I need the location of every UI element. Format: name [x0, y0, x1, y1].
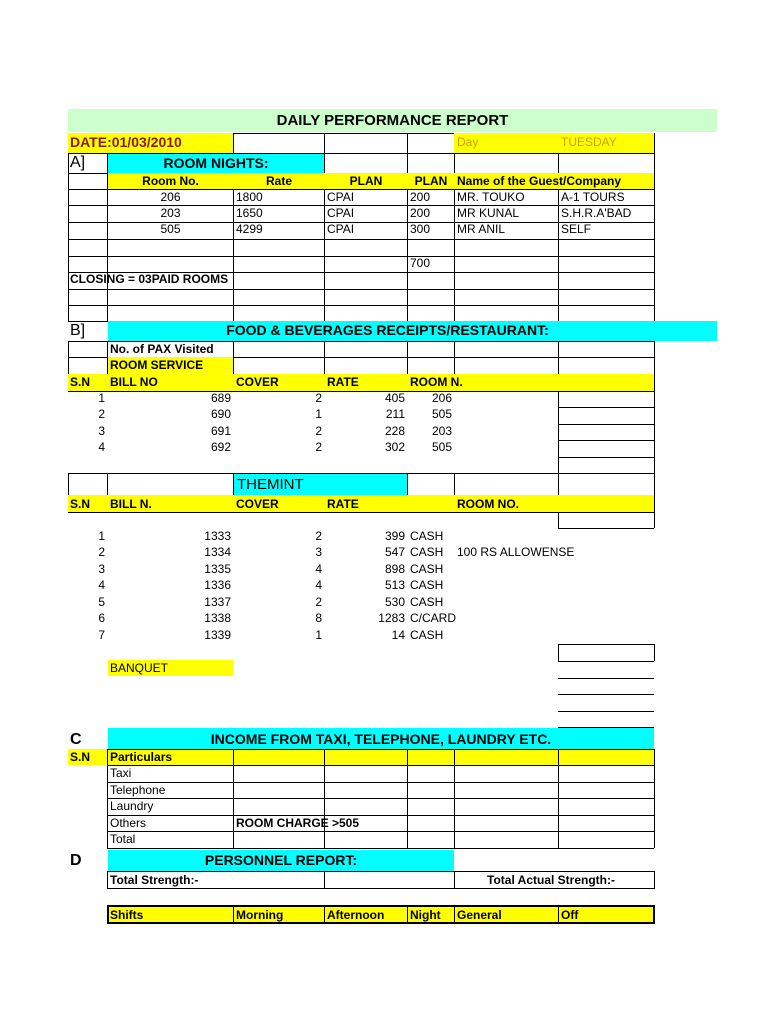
income-col-particulars: Particulars [110, 750, 173, 764]
grid-line [558, 694, 654, 695]
grid-line [558, 711, 654, 712]
rs-rate: 228 [384, 424, 405, 438]
tm-payment: CASH [410, 562, 444, 576]
grid-line [68, 289, 654, 290]
tm-bill: 1334 [204, 545, 231, 559]
guest-company: SELF [561, 222, 592, 236]
grid-line [654, 749, 655, 848]
rs-cover: 2 [315, 440, 322, 454]
room-rate: 1800 [236, 190, 263, 204]
shift-col-general: General [457, 908, 502, 922]
tm-bill: 1339 [204, 628, 231, 642]
section-d-marker: D [70, 852, 82, 869]
tm-bill: 1333 [204, 529, 231, 543]
rs-rate: 211 [385, 407, 405, 421]
grid-line [558, 424, 654, 425]
guest-name: MR. TOUKO [457, 190, 525, 204]
rs-room: 505 [431, 407, 452, 421]
room-plan: CPAI [327, 222, 355, 236]
tm-cover: 2 [315, 529, 322, 543]
col-room-no: Room No. [142, 174, 199, 188]
room-number: 505 [160, 222, 181, 236]
grid-line [558, 133, 559, 321]
tm-payment: CASH [410, 628, 444, 642]
day-value: TUESDAY [561, 135, 617, 149]
grid-line [558, 341, 559, 374]
tm-bill: 1336 [204, 578, 231, 592]
grid-line [558, 644, 654, 645]
grid-line [558, 391, 654, 392]
tm-payment: C/CARD [410, 611, 457, 625]
rs-room: 206 [431, 391, 452, 405]
shift-col-morning: Morning [236, 908, 284, 922]
grid-line [407, 341, 408, 374]
room-plan: CPAI [327, 206, 355, 220]
total-strength-label: Total Strength:- [110, 873, 199, 887]
tm-rate: 14 [391, 628, 405, 642]
section-a-marker: A] [70, 154, 86, 171]
rs-bill-no: 689 [210, 391, 231, 405]
income-item: Telephone [110, 783, 166, 797]
rs-room: 203 [431, 424, 452, 438]
tm-bill: 1338 [204, 611, 231, 625]
plan-amount: 300 [410, 222, 431, 236]
rs-bill-no: 690 [210, 407, 231, 421]
income-col-sn: S.N [70, 750, 91, 764]
rs-sn: 3 [98, 424, 105, 438]
tm-note: 100 RS ALLOWENSE [457, 545, 575, 559]
closing-note: CLOSING = 03PAID ROOMS [70, 272, 229, 286]
rs-col-room: ROOM N. [410, 375, 463, 389]
tm-rate: 1283 [378, 611, 405, 625]
rs-col-rate: RATE [327, 375, 359, 389]
plan-amount: 200 [410, 206, 431, 220]
grid-line [233, 749, 234, 848]
tm-cover: 8 [315, 611, 322, 625]
tm-col-cover: COVER [236, 497, 279, 511]
tm-sn: 7 [98, 628, 105, 642]
rs-bill-no: 692 [210, 440, 231, 454]
room-service-label: ROOM SERVICE [110, 358, 204, 372]
rs-cover: 1 [315, 407, 322, 421]
tm-cover: 2 [315, 595, 322, 609]
rs-cover: 2 [315, 391, 322, 405]
tm-payment: CASH [410, 595, 444, 609]
tm-cover: 4 [315, 578, 322, 592]
room-plan: CPAI [327, 190, 355, 204]
grid-line [558, 678, 654, 679]
tm-sn: 6 [98, 611, 105, 625]
rs-sn: 1 [98, 391, 105, 405]
col-rate: Rate [265, 174, 292, 188]
shift-col-shifts: Shifts [110, 908, 144, 922]
grid-line [654, 644, 655, 661]
rs-bill-no: 691 [210, 424, 231, 438]
grid-line [454, 133, 455, 321]
plan-amount: 200 [410, 190, 431, 204]
rs-sn: 4 [98, 440, 105, 454]
plan-total: 700 [410, 256, 431, 270]
col-plan-amount: PLAN [414, 174, 448, 188]
tm-cover: 4 [315, 562, 322, 576]
tm-col-room-no: ROOM NO. [457, 497, 519, 511]
themint-label: THEMINT [237, 476, 304, 493]
grid-line [107, 749, 654, 750]
tm-rate: 399 [384, 529, 405, 543]
tm-payment: CASH [410, 578, 444, 592]
page-title: DAILY PERFORMANCE REPORT [276, 112, 509, 129]
grid-line [324, 341, 325, 374]
grid-line [68, 239, 654, 240]
total-actual-strength-label: Total Actual Strength:- [487, 873, 615, 887]
room-nights-heading: ROOM NIGHTS: [163, 155, 269, 171]
tm-sn: 5 [98, 595, 105, 609]
rs-room: 505 [431, 440, 452, 454]
room-rate: 1650 [236, 206, 263, 220]
grid-line [324, 749, 325, 848]
grid-line [454, 341, 455, 374]
tm-bill: 1335 [204, 562, 231, 576]
income-item: Taxi [110, 766, 132, 780]
grid-line [68, 341, 69, 374]
col-guest-company: Name of the Guest/Company [457, 174, 622, 188]
tm-rate: 898 [384, 562, 405, 576]
col-plan: PLAN [349, 174, 383, 188]
grid-line [654, 133, 655, 321]
tm-sn: 4 [98, 578, 105, 592]
tm-rate: 547 [384, 545, 405, 559]
grid-line [407, 749, 408, 848]
report-date: DATE:01/03/2010 [70, 134, 182, 150]
others-note: ROOM CHARGE >505 [236, 816, 360, 830]
guest-name: MR KUNAL [457, 206, 520, 220]
guest-company: S.H.R.A'BAD [561, 206, 632, 220]
tm-bill: 1337 [204, 595, 231, 609]
tm-sn: 1 [98, 529, 105, 543]
shift-col-afternoon: Afternoon [327, 908, 385, 922]
personnel-heading: PERSONNEL REPORT: [204, 852, 358, 868]
tm-col-rate: RATE [327, 497, 359, 511]
grid-line [558, 407, 654, 408]
grid-line [558, 528, 654, 529]
grid-line [654, 341, 655, 374]
grid-line [558, 440, 654, 441]
grid-line [324, 133, 325, 321]
grid-line [654, 512, 655, 528]
tm-rate: 530 [384, 595, 405, 609]
day-label: Day [457, 135, 479, 149]
rs-rate: 302 [384, 440, 405, 454]
grid-line [68, 305, 654, 306]
grid-line [558, 749, 559, 848]
rs-col-bill-no: BILL NO [110, 375, 158, 389]
fnb-heading: FOOD & BEVERAGES RECEIPTS/RESTAURANT: [226, 322, 549, 338]
rs-sn: 2 [98, 407, 105, 421]
grid-line [654, 473, 655, 512]
income-heading: INCOME FROM TAXI, TELEPHONE, LAUNDRY ETC. [210, 731, 552, 747]
grid-line [454, 749, 455, 848]
room-rate: 4299 [236, 222, 263, 236]
tm-payment: CASH [410, 529, 444, 543]
rs-col-sn: S.N [70, 375, 91, 389]
tm-sn: 3 [98, 562, 105, 576]
grid-line [107, 749, 108, 848]
grid-line [558, 644, 559, 661]
guest-company: A-1 TOURS [561, 190, 625, 204]
grid-line [558, 661, 654, 662]
grid-line [233, 341, 234, 374]
tm-payment: CASH [410, 545, 444, 559]
shift-col-night: Night [410, 908, 441, 922]
guest-name: MR ANIL [457, 222, 506, 236]
grid-line [654, 374, 655, 391]
grid-line [68, 133, 69, 321]
grid-line [68, 256, 654, 257]
grid-line [654, 391, 655, 473]
tm-cover: 3 [315, 545, 322, 559]
room-number: 203 [160, 206, 181, 220]
rs-cover: 2 [315, 424, 322, 438]
tm-sn: 2 [98, 545, 105, 559]
shift-col-off: Off [561, 908, 579, 922]
rs-rate: 405 [384, 391, 405, 405]
grid-line [558, 391, 559, 473]
rs-col-cover: COVER [236, 375, 279, 389]
tm-rate: 513 [384, 578, 405, 592]
grid-line [558, 457, 654, 458]
tm-cover: 1 [315, 628, 322, 642]
income-item: Total [110, 832, 136, 846]
tm-col-bill: BILL N. [110, 497, 152, 511]
grid-line [407, 133, 408, 321]
room-number: 206 [160, 190, 181, 204]
section-c-marker: C [70, 731, 82, 748]
grid-line [68, 512, 654, 513]
pax-visited-label: No. of PAX Visited [110, 342, 214, 356]
income-item: Laundry [110, 799, 154, 813]
tm-col-sn: S.N [70, 497, 91, 511]
income-item: Others [110, 816, 147, 830]
grid-line [107, 848, 654, 849]
grid-line [558, 512, 559, 528]
section-b-marker: B] [70, 322, 86, 339]
banquet-label: BANQUET [110, 661, 169, 675]
